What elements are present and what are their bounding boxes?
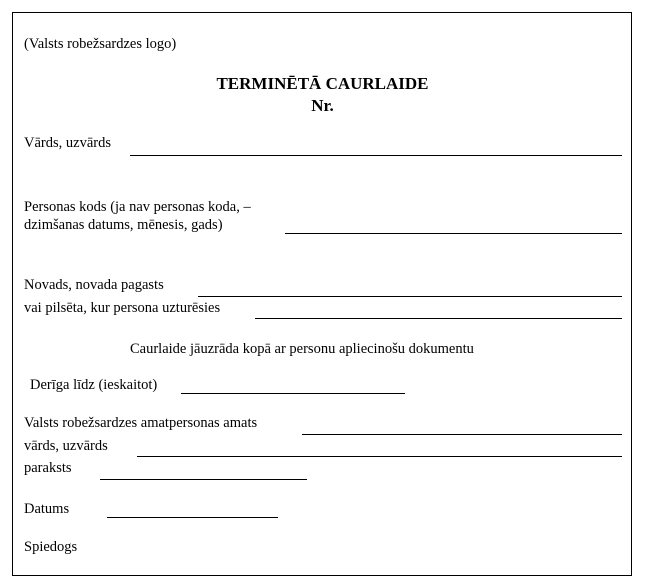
official-position-label: Valsts robežsardzes amatpersonas amats bbox=[24, 415, 258, 431]
date-field[interactable] bbox=[107, 517, 278, 518]
date-label: Datums bbox=[24, 501, 70, 517]
name-field[interactable] bbox=[130, 155, 622, 156]
notice-text: Caurlaide jāuzrāda kopā ar personu apliecinošu dokumentu bbox=[130, 341, 474, 357]
personal-code-label-line1: Personas kods (ja nav personas koda, – bbox=[24, 199, 251, 215]
name-label: Vārds, uzvārds bbox=[24, 135, 111, 151]
valid-until-label: Derīga līdz (ieskaitot) bbox=[30, 377, 158, 393]
form-title: TERMINĒTĀ CAURLAIDE bbox=[216, 74, 429, 93]
official-name-label: vārds, uzvārds bbox=[24, 438, 108, 454]
signature-field[interactable] bbox=[100, 479, 307, 480]
stamp-label: Spiedogs bbox=[24, 539, 78, 555]
logo-placeholder: (Valsts robežsardzes logo) bbox=[24, 36, 177, 52]
form-number-label: Nr. bbox=[311, 96, 334, 115]
official-name-field[interactable] bbox=[137, 456, 622, 457]
valid-until-field[interactable] bbox=[181, 393, 405, 394]
personal-code-label-line2: dzimšanas datums, mēnesis, gads) bbox=[24, 217, 223, 233]
city-field[interactable] bbox=[255, 318, 622, 319]
signature-label: paraksts bbox=[24, 460, 72, 476]
municipality-label: Novads, novada pagasts bbox=[24, 277, 164, 293]
personal-code-field[interactable] bbox=[285, 233, 622, 234]
city-label: vai pilsēta, kur persona uzturēsies bbox=[24, 300, 221, 316]
official-position-field[interactable] bbox=[302, 434, 622, 435]
municipality-field[interactable] bbox=[198, 296, 622, 297]
